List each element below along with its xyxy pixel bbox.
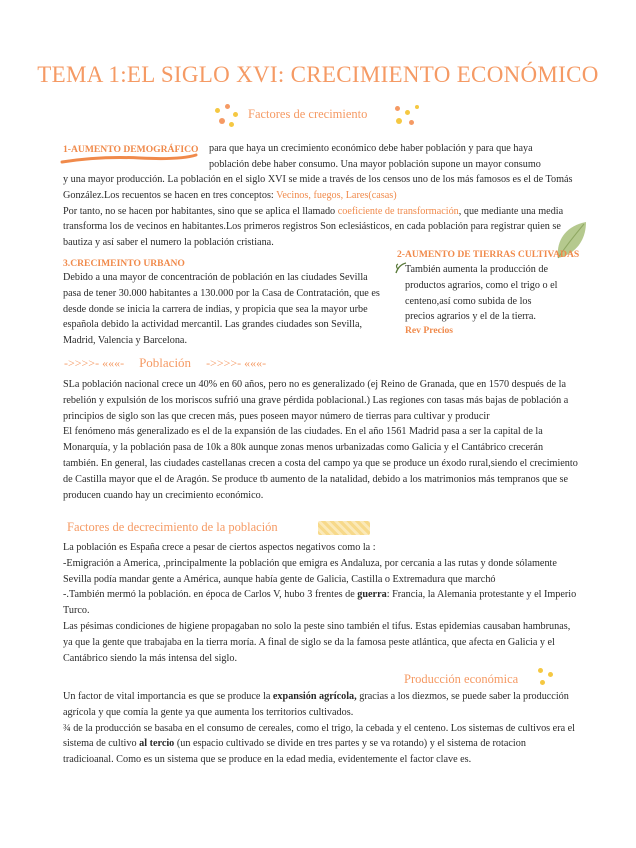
poblacion-text [63, 377, 579, 503]
confetti-dots-left-icon [213, 104, 243, 130]
aumento-demografico-line1: para que haya un crecimiento económico debe haber población y para que haya [209, 143, 533, 154]
poblacion-heading-row [64, 355, 266, 371]
poblacion-heading: Población [139, 355, 192, 370]
produccion-paragraph-2a: ¾ de la producción se basaba en el consumo de cereales, como el trigo, la cebada y el centeno. Los sistemas de cultivos era el sistema de cultivo [63, 722, 576, 750]
factores-crecimiento-heading: Factores de crecimiento [248, 107, 368, 121]
crecimiento-urbano-label: 3.CRECIMEINTO URBANO [63, 258, 185, 269]
arrows-left-decoration: ->>>>- «««- [64, 356, 125, 370]
aumento-demografico-line2: población debe haber consumo. Una mayor población supone un mayor consumo [209, 159, 541, 170]
factores-decrecimiento-heading: Factores de decrecimiento de la población [67, 520, 278, 534]
arrows-right-decoration: ->>>>- «««- [206, 356, 267, 370]
decrecimiento-paragraph-3: Las pésimas condiciones de higiene propagaban no solo la peste sino también el tifus. Estas epidemias causaban hambrunas, ya que la gente que trabajaba en la tierra moría. A final de siglo se da la famosa peste atlántica, que afecta en Galicia y el Cantábrico siendo la más intensa del siglo. [63, 620, 571, 664]
aumento-demografico-label: 1-AUMENTO DEMOGRÁFICO [63, 144, 199, 155]
aumento-demografico-text-c: , que mediante una media transforma los de vecinos en habitantes.Los primeros registros Son eclesiásticos, en cada población para registrar quien se bautiza y así saber el numero la población cristiana. [63, 205, 564, 249]
rev-precios-label: Rev Precios [405, 325, 454, 336]
decrecimiento-paragraph-2a: -.También mermó la población. en época de Carlos V, hubo 3 frentes de [63, 589, 355, 601]
coeficiente-highlight: coeficiente de transformación [337, 205, 459, 217]
tierras-cultivadas-label: 2-AUMENTO DE TIERRAS CULTIVADAS [397, 249, 580, 260]
aumento-demografico-text [63, 172, 577, 251]
decrecimiento-paragraph-2b: : Francia, la Alemania protestante y el Imperio Turco. [63, 589, 577, 617]
tierras-cultivadas-text: También aumenta la producción de productos agrarios, como el trigo o el centeno,así como subida de los precios agrarios y el de la tierra. [405, 264, 558, 323]
aumento-demografico-text-b: Por tanto, no se hacen por habitantes, sino que se aplica el llamado [63, 205, 336, 217]
decrecimiento-text [63, 540, 579, 666]
guerra-bold: guerra [357, 589, 387, 601]
poblacion-paragraph-2: El fenómeno más generalizado es el de la expansión de las ciudades. En el año 1561 Madrid pasa a ser la capital de la Monarquía, y la población pasa de 10k a 80k aunque zonas menos urbanizadas como Galicia y el Cantábrico crecerán también. En general, las ciudades castellanas crecen a costa del campo ya que se produce un éxodo rural,siendo el crecimiento de Castilla mayor que el de Aragón. Se produce tb aumento de la natalidad, debido a los matrimonios más tempranos que se producen cuando hay un crecimiento económico. [63, 426, 578, 501]
decrecimiento-intro: La población es España crece a pesar de ciertos aspectos negativos como la : [63, 542, 376, 553]
conceptos-highlight: Vecinos, fuegos, Lares(casas) [276, 189, 397, 201]
expansion-bold: expansión agrícola, [272, 691, 357, 702]
decrecimiento-paragraph-1: -Emigración a America, ,principalmente la población que emigra es Andaluza, por cercania a las rutas y donde sólamente Sevilla podía mandar gente a América, aunque había gente de Galicia, Castilla o Extremadura que marchó [63, 557, 557, 585]
confetti-dots-right-icon [393, 104, 423, 130]
highlight-swatch-icon [318, 521, 370, 535]
crecimiento-urbano-text: Debido a una mayor de concentración de población en las ciudades Sevilla pasa de tener 30.000 habitantes a 130.000 por la Casa de Contratación, que es desde donde se inicia la carrera de indias, y propicia que sea la mayor urbe española debido la actividad mercantil. Las grandes ciudades son Sevilla, Madrid, Valencia y Barcelona. [63, 272, 380, 347]
tercio-bold: al tercio [139, 738, 175, 750]
page-title: TEMA 1:EL SIGLO XVI: CRECIMIENTO ECONÓMICO [37, 62, 599, 87]
aumento-demografico-text-a: y una mayor producción. La población en el siglo XVI se mide a través de los censos uno de los más famosos es el de Tomás González.Los recuentos se hacen en tres conceptos: [63, 174, 573, 201]
produccion-paragraph-2b: (un espacio cultivado se divide en tres partes y se va rotando) y el sistema de rotacion tradicioanal. Como es un sistema que se produce en la edad media, evidentemente el factor clave es. [63, 738, 526, 766]
poblacion-paragraph-1: SLa población nacional crece un 40% en 60 años, pero no es generalizado (ej Reino de Granada, que en 1570 después de la rebelión y expulsión de los moriscos sufrió una grave pérdida poblacional.) Las regiones con tasas más bajas de población a principios de siglo son las que crecen más, pues poseen mayor número de tierras para cultivar y producir [63, 379, 569, 422]
confetti-dots-produccion-icon [536, 666, 560, 690]
produccion-text [63, 689, 579, 768]
produccion-paragraph-1b: gracias a los diezmos, se puede saber la producción agrícola y que comía la gente ya que aumenta los territorios cultivados. [63, 691, 569, 718]
brush-underline-icon [60, 152, 200, 166]
produccion-heading: Producción económica [404, 672, 519, 686]
produccion-paragraph-1a: Un factor de vital importancia es que se produce la [63, 691, 271, 702]
